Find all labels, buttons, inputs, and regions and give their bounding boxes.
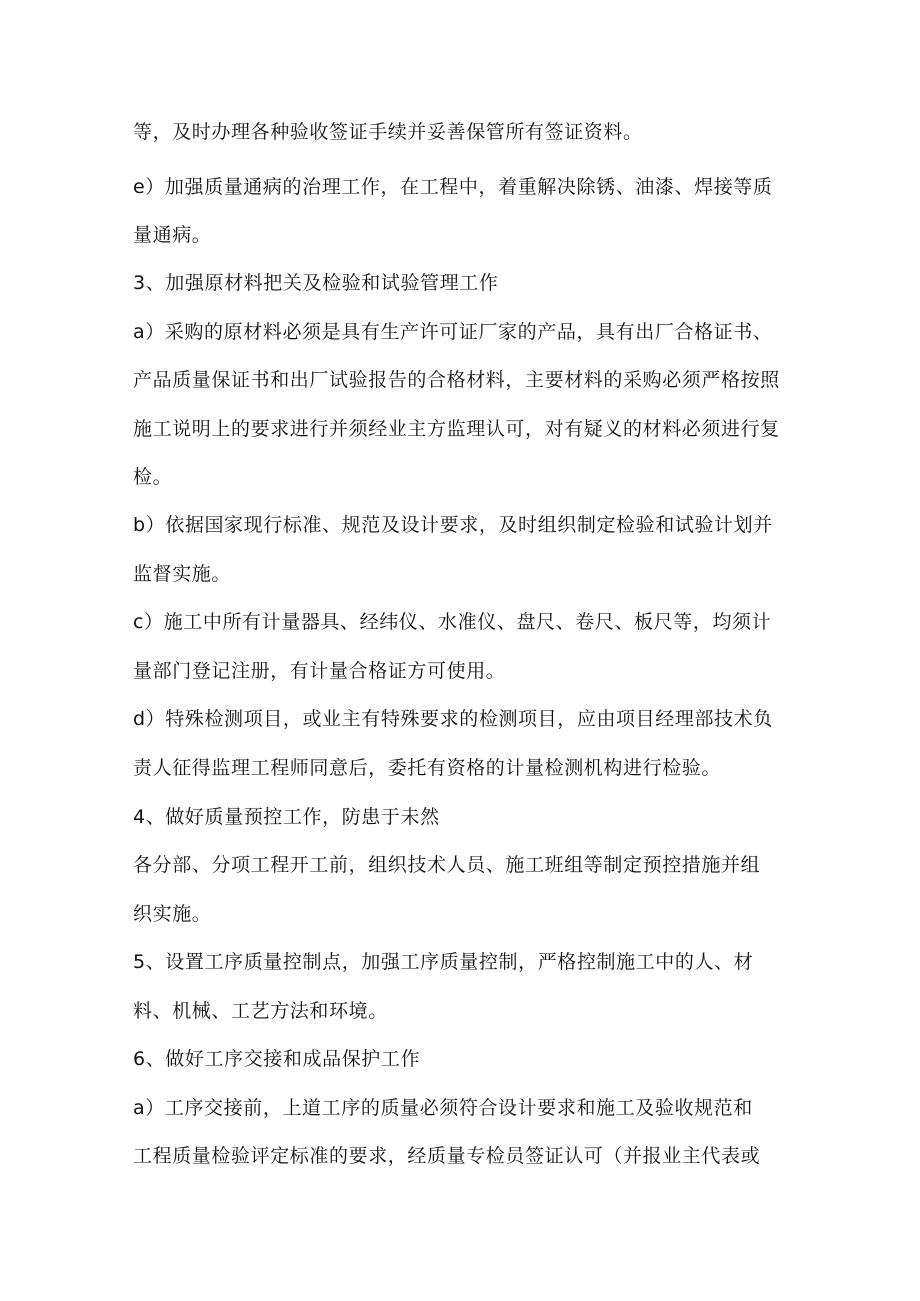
text-line: a）工序交接前，上道工序的质量必须符合设计要求和施工及验收规范和 (133, 1097, 753, 1119)
text-line: 工程质量检验评定标准的要求，经质量专检员签证认可（并报业主代表或 (133, 1145, 761, 1167)
section-heading: 5、设置工序质量控制点，加强工序质量控制，严格控制施工中的人、材 (133, 951, 754, 973)
text-line: 织实施。 (133, 903, 212, 925)
section-heading: 4、做好质量预控工作，防患于未然 (133, 806, 440, 828)
text-line: 量通病。 (133, 224, 212, 246)
text-line: c）施工中所有计量器具、经纬仪、水准仪、盘尺、卷尺、板尺等，均须计 (133, 611, 772, 633)
text-line: d）特殊检测项目，或业主有特殊要求的检测项目，应由项目经理部技术负 (133, 708, 773, 730)
text-line: 施工说明上的要求进行并须经业主方监理认可，对有疑义的材料必须进行复 (133, 418, 780, 440)
text-line: a）采购的原材料必须是具有生产许可证厂家的产品，具有出厂合格证书、 (133, 321, 773, 343)
text-line: 产品质量保证书和出厂试验报告的合格材料，主要材料的采购必须严格按照 (133, 369, 780, 391)
text-line: 量部门登记注册，有计量合格证方可使用。 (133, 660, 506, 682)
text-line: 监督实施。 (133, 563, 232, 585)
text-line: 料、机械、工艺方法和环境。 (133, 1000, 388, 1022)
text-line: 责人征得监理工程师同意后，委托有资格的计量检测机构进行检验。 (133, 757, 722, 779)
section-heading: 3、加强原材料把关及检验和试验管理工作 (133, 272, 499, 294)
text-line: 检。 (133, 466, 173, 488)
text-line: e）加强质量通病的治理工作，在工程中，着重解决除锈、油漆、焊接等质 (133, 176, 773, 198)
section-heading: 6、做好工序交接和成品保护工作 (133, 1048, 421, 1070)
text-line: 各分部、分项工程开工前，组织技术人员、施工班组等制定预控措施并组 (133, 854, 761, 876)
text-line: 等，及时办理各种验收签证手续并妥善保管所有签证资料。 (133, 121, 643, 143)
text-line: b）依据国家现行标准、规范及设计要求，及时组织制定检验和试验计划并 (133, 514, 773, 536)
